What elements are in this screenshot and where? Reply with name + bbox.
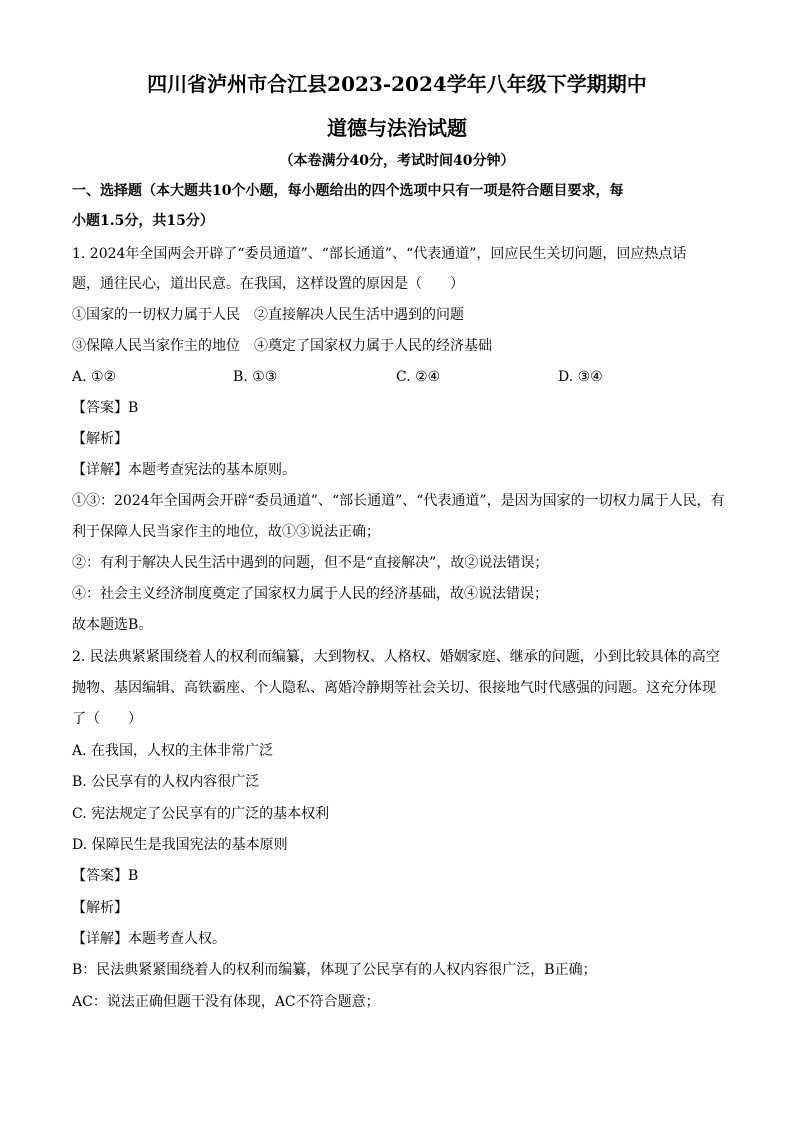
exam-subject: 道德与法治试题 (327, 116, 467, 140)
q2-answer: 【答案】B (72, 868, 139, 884)
q2-option-d: D. 保障民生是我国宪法的基本原则 (72, 837, 288, 853)
q1-item-line2: ③保障人民当家作主的地位 ④奠定了国家权力属于人民的经济基础 (72, 338, 492, 354)
q2-analysis-label: 【解析】 (72, 900, 128, 916)
q2-option-a: A. 在我国，人权的主体非常广泛 (72, 743, 274, 759)
q2-stem-line1: 2. 民法典紧紧围绕着人的权利而编纂，大到物权、人格权、婚姻家庭、继承的问题，小到比较具体的高空 (72, 649, 720, 665)
q1-detail: 【详解】本题考查宪法的基本原则。 (72, 462, 296, 478)
exam-title: 四川省泸州市合江县2023-2024学年八年级下学期期中 (147, 72, 647, 96)
q1-conclusion: 故本题选B。 (72, 617, 153, 633)
q2-stem-line2: 抛物、基因编辑、高铁霸座、个人隐私、离婚冷静期等社会关切、很接地气时代感强的问题。这充分体现 (72, 680, 716, 696)
q1-item-line1: ①国家的一切权力属于人民 ②直接解决人民生活中遇到的问题 (72, 307, 464, 323)
q1-option-b: B. ①③ (233, 369, 278, 385)
q1-stem-line2: 题，通往民心，道出民意。在我国，这样设置的原因是（ ） (72, 276, 464, 292)
section-heading-line1: 一、选择题（本大题共10个小题，每小题给出的四个选项中只有一项是符合题目要求，每 (72, 183, 624, 199)
q1-analysis-label: 【解析】 (72, 431, 128, 447)
q1-explanation-1-line2: 利于保障人民当家作主的地位，故①③说法正确； (72, 524, 380, 540)
q1-option-a: A. ①② (72, 369, 117, 385)
q2-explanation-2: AC：说法正确但题干没有体现，AC不符合题意； (72, 994, 380, 1010)
q2-option-c: C. 宪法规定了公民享有的广泛的基本权利 (72, 806, 330, 822)
q2-stem-line3: 了（ ） (72, 711, 142, 727)
q1-explanation-3: ④：社会主义经济制度奠定了国家权力属于人民的经济基础，故④说法错误； (72, 586, 548, 602)
q2-explanation-1: B：民法典紧紧围绕着人的权利而编纂，体现了公民享有的人权内容很广泛，B正确； (72, 962, 597, 978)
q1-answer: 【答案】B (72, 400, 139, 416)
q1-option-d: D. ③④ (558, 369, 603, 385)
section-heading-line2: 小题1.5分，共15分） (72, 213, 214, 229)
q2-option-b: B. 公民享有的人权内容很广泛 (72, 774, 260, 790)
q1-stem-line1: 1. 2024年全国两会开辟了“委员通道”、“部长通道”、“代表通道”，回应民生关切问题，回应热点话 (72, 246, 687, 262)
q1-option-c: C. ②④ (396, 369, 441, 385)
q1-explanation-2: ②：有利于解决人民生活中遇到的问题，但不是“直接解决”，故②说法错误； (72, 555, 549, 571)
q1-explanation-1-line1: ①③：2024年全国两会开辟“委员通道”、“部长通道”、“代表通道”，是因为国家的一切权力属于人民，有 (72, 493, 725, 509)
q2-detail: 【详解】本题考查人权。 (72, 931, 226, 947)
exam-note: （本卷满分40分，考试时间40分钟） (279, 153, 515, 169)
